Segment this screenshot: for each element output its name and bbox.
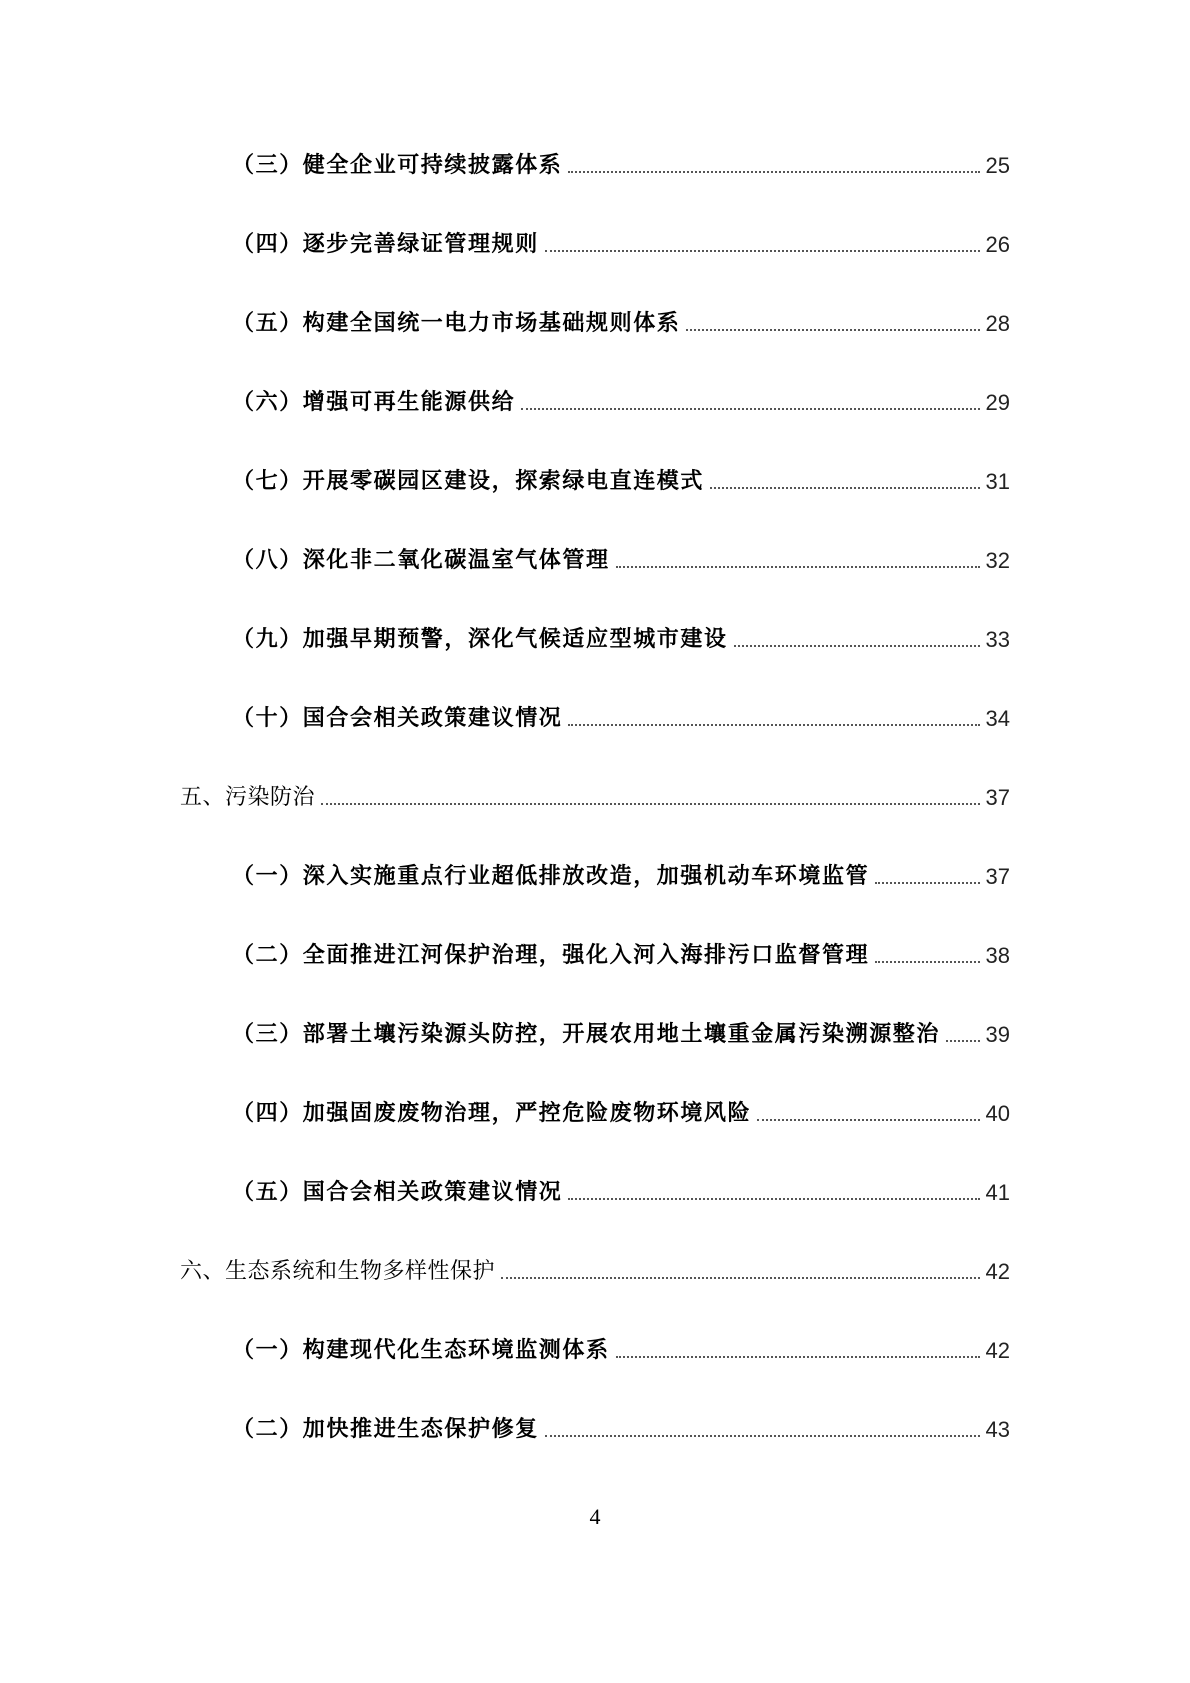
toc-entry-title: （二）加快推进生态保护修复	[232, 1417, 539, 1442]
toc-dot-leader	[710, 487, 980, 489]
toc-entry-page: 32	[985, 548, 1010, 573]
toc-entry-title: （五）构建全国统一电力市场基础规则体系	[232, 311, 681, 336]
toc-entry-title: （四）逐步完善绿证管理规则	[232, 232, 539, 257]
toc-section-entry[interactable]	[0, 1246, 1190, 1286]
toc-dot-leader	[545, 1435, 980, 1437]
footer-page-number: 4	[589, 1504, 601, 1529]
toc-dot-leader	[757, 1119, 980, 1121]
toc-section-entry[interactable]	[0, 772, 1190, 812]
toc-entry-page: 40	[985, 1101, 1010, 1126]
toc-entry[interactable]	[0, 1325, 1190, 1365]
toc-entry-title: （十）国合会相关政策建议情况	[232, 706, 563, 731]
toc-dot-leader	[568, 724, 980, 726]
toc-entry[interactable]	[0, 298, 1190, 338]
toc-entry[interactable]	[0, 456, 1190, 496]
toc-entry-page: 38	[985, 943, 1010, 968]
toc-entry[interactable]	[0, 1088, 1190, 1128]
toc-entry-title: （二）全面推进江河保护治理，强化入河入海排污口监督管理	[232, 943, 870, 968]
toc-entry-page: 42	[985, 1338, 1010, 1363]
toc-entry-title: 六、生态系统和生物多样性保护	[180, 1259, 496, 1284]
toc-entry[interactable]	[0, 851, 1190, 891]
toc-dot-leader	[875, 961, 980, 963]
toc-entry-page: 41	[985, 1180, 1010, 1205]
toc-entry-title: （一）深入实施重点行业超低排放改造，加强机动车环境监管	[232, 864, 870, 889]
toc-entry-page: 34	[985, 706, 1010, 731]
toc-entry-page: 39	[985, 1022, 1010, 1047]
toc-entry[interactable]	[0, 693, 1190, 733]
toc-entry-title: 五、污染防治	[180, 785, 316, 810]
toc-entry-page: 29	[985, 390, 1010, 415]
toc-entry-page: 42	[985, 1259, 1010, 1284]
toc-entry-title: （六）增强可再生能源供给	[232, 390, 516, 415]
toc-dot-leader	[321, 803, 980, 805]
toc-entry-page: 28	[985, 311, 1010, 336]
toc-entry-page: 33	[985, 627, 1010, 652]
toc-entry[interactable]	[0, 1167, 1190, 1207]
toc-entry-page: 31	[985, 469, 1010, 494]
toc-dot-leader	[946, 1040, 980, 1042]
toc-dot-leader	[568, 1198, 980, 1200]
toc-entry-title: （九）加强早期预警，深化气候适应型城市建设	[232, 627, 728, 652]
toc-entry-title: （四）加强固废废物治理，严控危险废物环境风险	[232, 1101, 752, 1126]
toc-entry[interactable]	[0, 140, 1190, 180]
toc-dot-leader	[616, 1356, 980, 1358]
toc-entry[interactable]	[0, 1404, 1190, 1444]
toc-entry[interactable]	[0, 930, 1190, 970]
toc-entry-page: 26	[985, 232, 1010, 257]
toc-entry[interactable]	[0, 535, 1190, 575]
toc-entry-title: （五）国合会相关政策建议情况	[232, 1180, 563, 1205]
toc-entry-title: （三）部署土壤污染源头防控，开展农用地土壤重金属污染溯源整治	[232, 1022, 941, 1047]
toc-entry[interactable]	[0, 219, 1190, 259]
toc-entry-page: 37	[985, 785, 1010, 810]
toc-dot-leader	[545, 250, 980, 252]
toc-dot-leader	[686, 329, 980, 331]
toc-dot-leader	[875, 882, 980, 884]
toc-entry-page: 37	[985, 864, 1010, 889]
toc-entry-title: （三）健全企业可持续披露体系	[232, 153, 563, 178]
toc-entry-page: 25	[985, 153, 1010, 178]
toc-dot-leader	[734, 645, 980, 647]
toc-entry-title: （一）构建现代化生态环境监测体系	[232, 1338, 610, 1363]
toc-entry[interactable]	[0, 377, 1190, 417]
toc-entry-title: （八）深化非二氧化碳温室气体管理	[232, 548, 610, 573]
toc-dot-leader	[521, 408, 980, 410]
toc-entry-page: 43	[985, 1417, 1010, 1442]
toc-entry[interactable]	[0, 1009, 1190, 1049]
toc-dot-leader	[616, 566, 980, 568]
toc-entry[interactable]	[0, 614, 1190, 654]
toc-dot-leader	[568, 171, 980, 173]
toc-entry-title: （七）开展零碳园区建设，探索绿电直连模式	[232, 469, 705, 494]
toc-dot-leader	[501, 1277, 980, 1279]
